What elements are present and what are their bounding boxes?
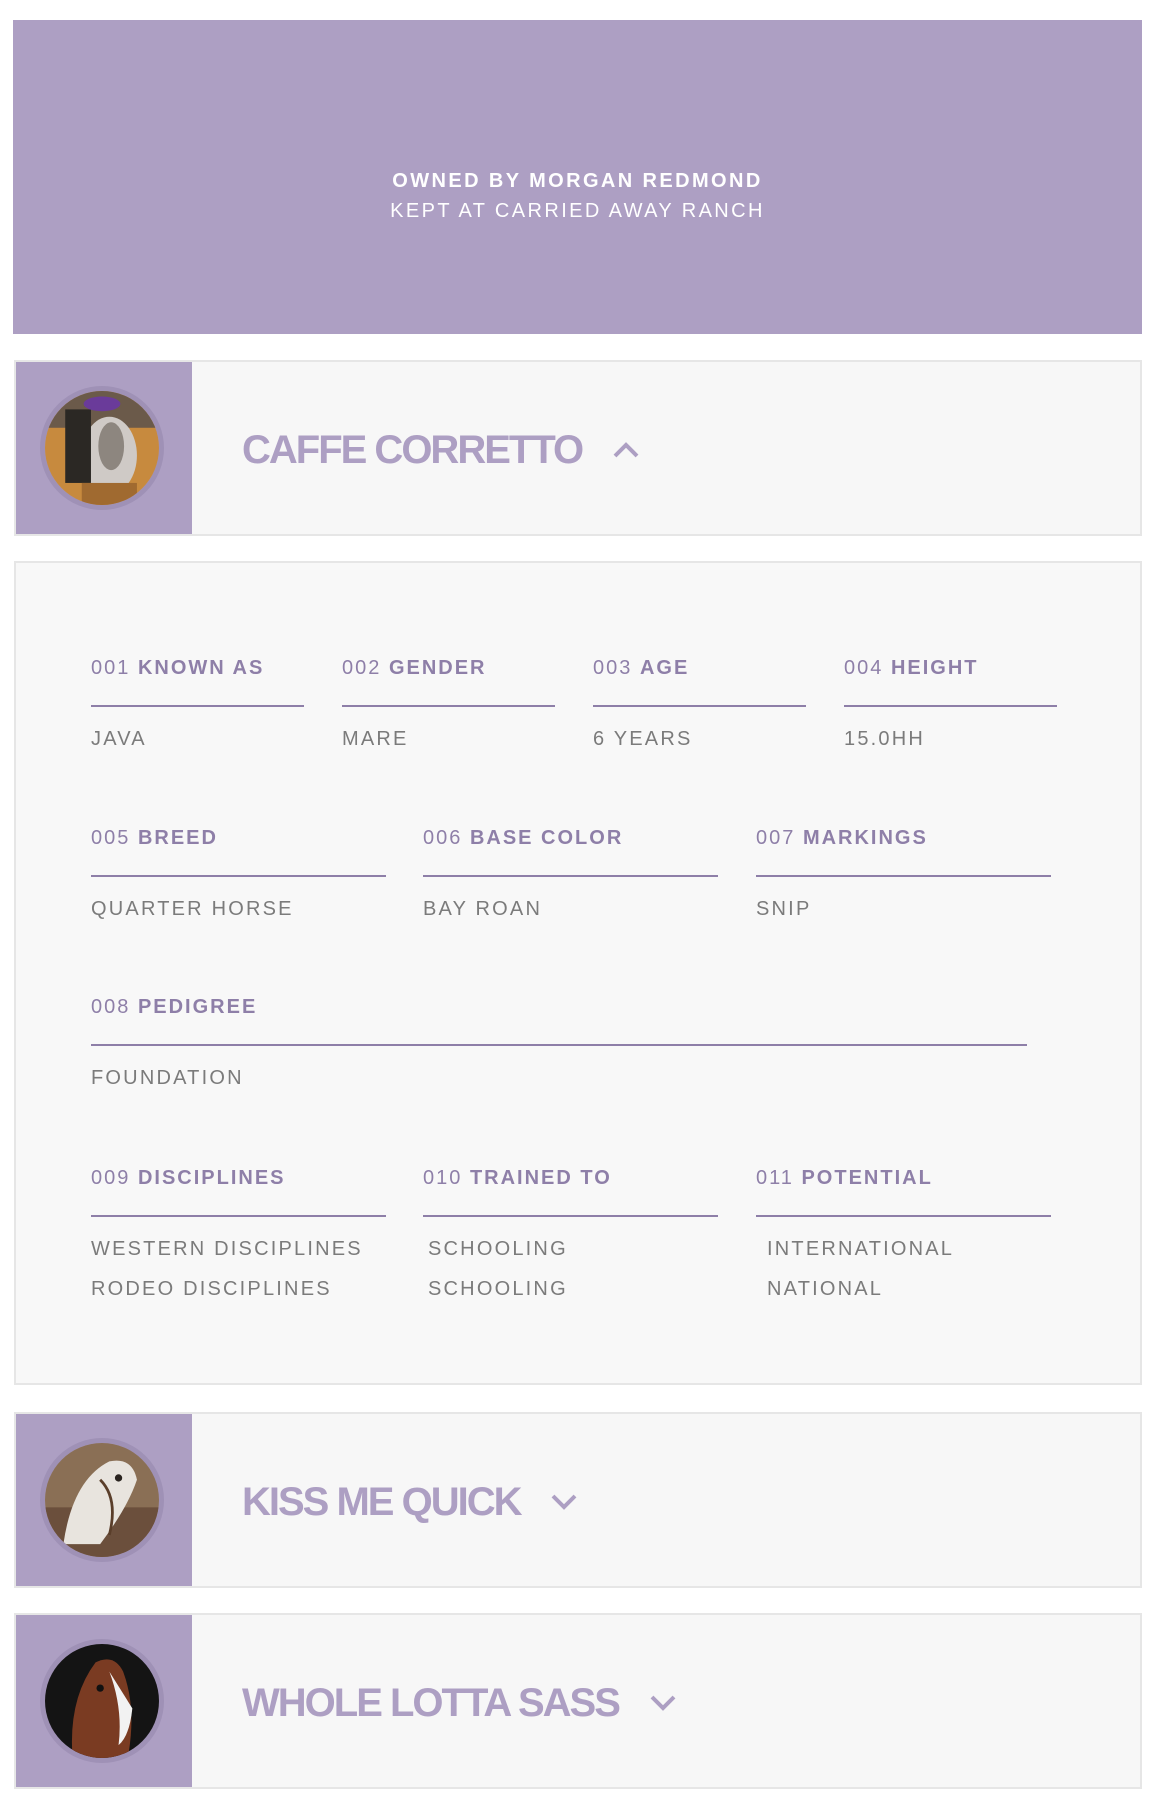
field-label: POTENTIAL [801,1167,933,1189]
divider [756,1215,1051,1217]
field-label: TRAINED TO [469,1167,612,1189]
chevron-down-icon[interactable] [550,1492,578,1512]
field-label: MARKINGS [802,827,928,849]
horse-avatar [40,1639,164,1763]
field-value: WESTERN DISCIPLINES [91,1238,363,1260]
field-label: KNOWN AS [137,657,265,679]
divider [91,1215,386,1217]
field-value: QUARTER HORSE [91,898,294,920]
field-number: 005 [91,827,131,849]
divider [91,875,386,877]
field-height [844,657,1057,749]
divider [342,705,555,707]
field-label: DISCIPLINES [137,1167,286,1189]
horse-name-label: KISS ME QUICK [242,1480,521,1524]
field-value: INTERNATIONAL [767,1238,955,1260]
field-breed [91,827,386,919]
field-value: SCHOOLING [428,1238,568,1260]
field-value: SCHOOLING [428,1278,568,1300]
field-label: HEIGHT [890,657,979,679]
horse-header-whole-lotta-sass[interactable] [14,1613,1142,1789]
field-label: AGE [639,657,690,679]
horse-name-title[interactable] [242,1675,677,1731]
divider [844,705,1057,707]
field-label: BREED [137,827,218,849]
field-pedigree [91,996,1027,1088]
chevron-down-icon[interactable] [649,1693,677,1713]
horse-name-label: WHOLE LOTTA SASS [242,1681,619,1725]
field-number: 004 [844,657,884,679]
horse-thumbnail [16,1615,192,1787]
field-value: NATIONAL [767,1278,884,1300]
owner-name: OWNED BY MORGAN REDMOND [392,170,763,192]
horse-photo-icon [45,1644,159,1758]
field-value: 6 YEARS [593,728,693,750]
field-number: 006 [423,827,463,849]
field-number: 008 [91,996,131,1018]
horse-avatar [40,1438,164,1562]
field-disciplines [91,1167,386,1299]
field-label: BASE COLOR [469,827,624,849]
field-value: RODEO DISCIPLINES [91,1278,332,1300]
divider [423,1215,718,1217]
field-number: 009 [91,1167,131,1189]
horse-photo-icon [45,1443,159,1557]
field-gender [342,657,555,749]
field-known-as [91,657,304,749]
field-value: JAVA [91,728,147,750]
field-value: MARE [342,728,409,750]
horse-thumbnail [16,1414,192,1586]
divider [91,705,304,707]
field-potential [756,1167,1051,1299]
horse-header-caffe-corretto[interactable] [14,360,1142,536]
field-base-color [423,827,718,919]
field-value: FOUNDATION [91,1067,244,1089]
horse-name-title[interactable] [242,422,640,478]
field-label: PEDIGREE [137,996,258,1018]
divider [593,705,806,707]
horse-header-kiss-me-quick[interactable] [14,1412,1142,1588]
divider [91,1044,1027,1046]
ranch-name: KEPT AT CARRIED AWAY RANCH [390,200,765,222]
horse-name-label: CAFFE CORRETTO [242,428,583,472]
horse-thumbnail [16,362,192,534]
horse-name-title[interactable] [242,1474,578,1530]
chevron-up-icon[interactable] [612,440,640,460]
field-label: GENDER [388,657,487,679]
divider [756,875,1051,877]
owner-banner [13,20,1142,334]
field-markings [756,827,1051,919]
field-value: 15.0HH [844,728,926,750]
field-number: 001 [91,657,131,679]
horse-photo-icon [45,391,159,505]
field-number: 002 [342,657,382,679]
field-number: 011 [756,1167,794,1189]
field-value: BAY ROAN [423,898,543,920]
field-number: 007 [756,827,796,849]
field-age [593,657,806,749]
field-number: 003 [593,657,633,679]
divider [423,875,718,877]
horse-avatar [40,386,164,510]
field-value: SNIP [756,898,812,920]
field-number: 010 [423,1167,463,1189]
field-trained-to [423,1167,718,1299]
horse-details-panel [14,561,1142,1385]
